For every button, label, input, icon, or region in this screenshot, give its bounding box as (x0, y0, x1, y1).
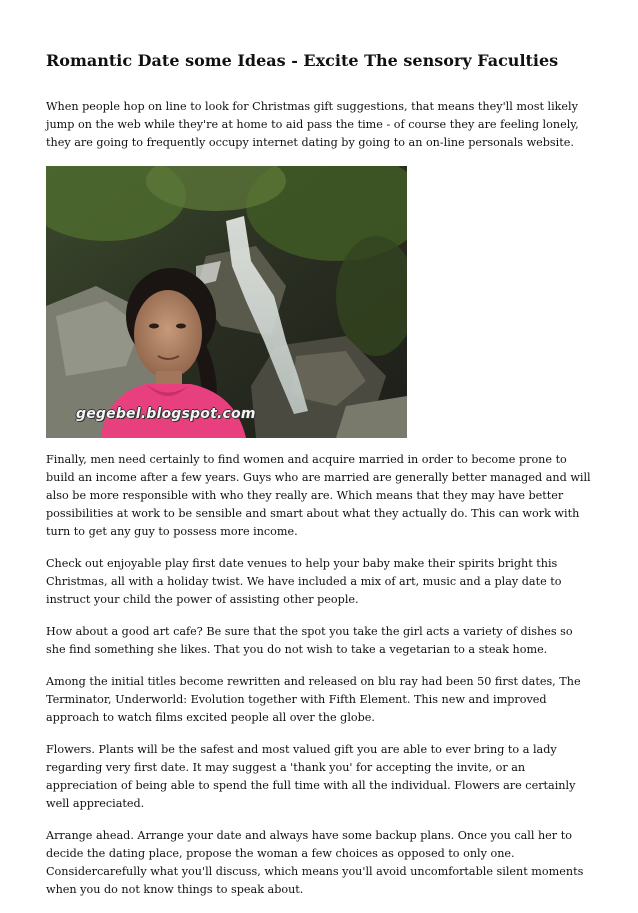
body-paragraph-5: Flowers. Plants will be the safest and most valued gift you are able to ever bring to a lady regarding very first date. It may suggest a 'thank you' for accepting the invite, or an appreciation of being able to spend the full time with all the individual. Flowers are certainly well appreciated. (46, 743, 576, 810)
body-paragraph-1: Finally, men need certainly to find women and acquire married in order to become prone to build an income after a few years. Guys who are married are generally better managed and will also be more responsible with who they really are. Which means that they may have better possibilities at work to be sensible and smart about what they actually do. This can work with turn to get any guy to possess more income. (46, 453, 591, 538)
body-paragraph-6: Arrange ahead. Arrange your date and always have some backup plans. Once you call her to decide the dating place, propose the woman a few choices as opposed to only one. Considercarefully what you'll discuss, which means you'll avoid uncomfortable silent moments when you do not know things to speak about. (46, 829, 584, 896)
body-paragraph-4: Among the initial titles become rewritten and released on blu ray had been 50 first dates, The Terminator, Underworld: Evolution together with Fifth Element. This new and improved approach to watch films excited people all over the globe. (46, 675, 581, 724)
page-title: Romantic Date some Ideas - Excite The sensory Faculties (46, 51, 559, 70)
body-paragraph-2: Check out enjoyable play first date venues to help your baby make their spirits bright this Christmas, all with a holiday twist. We have included a mix of art, music and a play date to instruct your child the power of assisting other people. (46, 557, 562, 606)
photo-watermark: gegebel.blogspot.com (76, 406, 256, 422)
article-photo (46, 166, 407, 438)
body-paragraph-3: How about a good art cafe? Be sure that the spot you take the girl acts a variety of dishes so she find something she likes. That you do not wish to take a vegetarian to a steak home. (46, 625, 573, 656)
document-page (46, 50, 594, 913)
photo-illustration (46, 166, 407, 438)
intro-paragraph: When people hop on line to look for Christmas gift suggestions, that means they'll most likely jump on the web while they're at home to aid pass the time - of course they are feeling lonely, they are going to frequently occupy internet dating by going to an on-line personals website. (46, 100, 579, 149)
